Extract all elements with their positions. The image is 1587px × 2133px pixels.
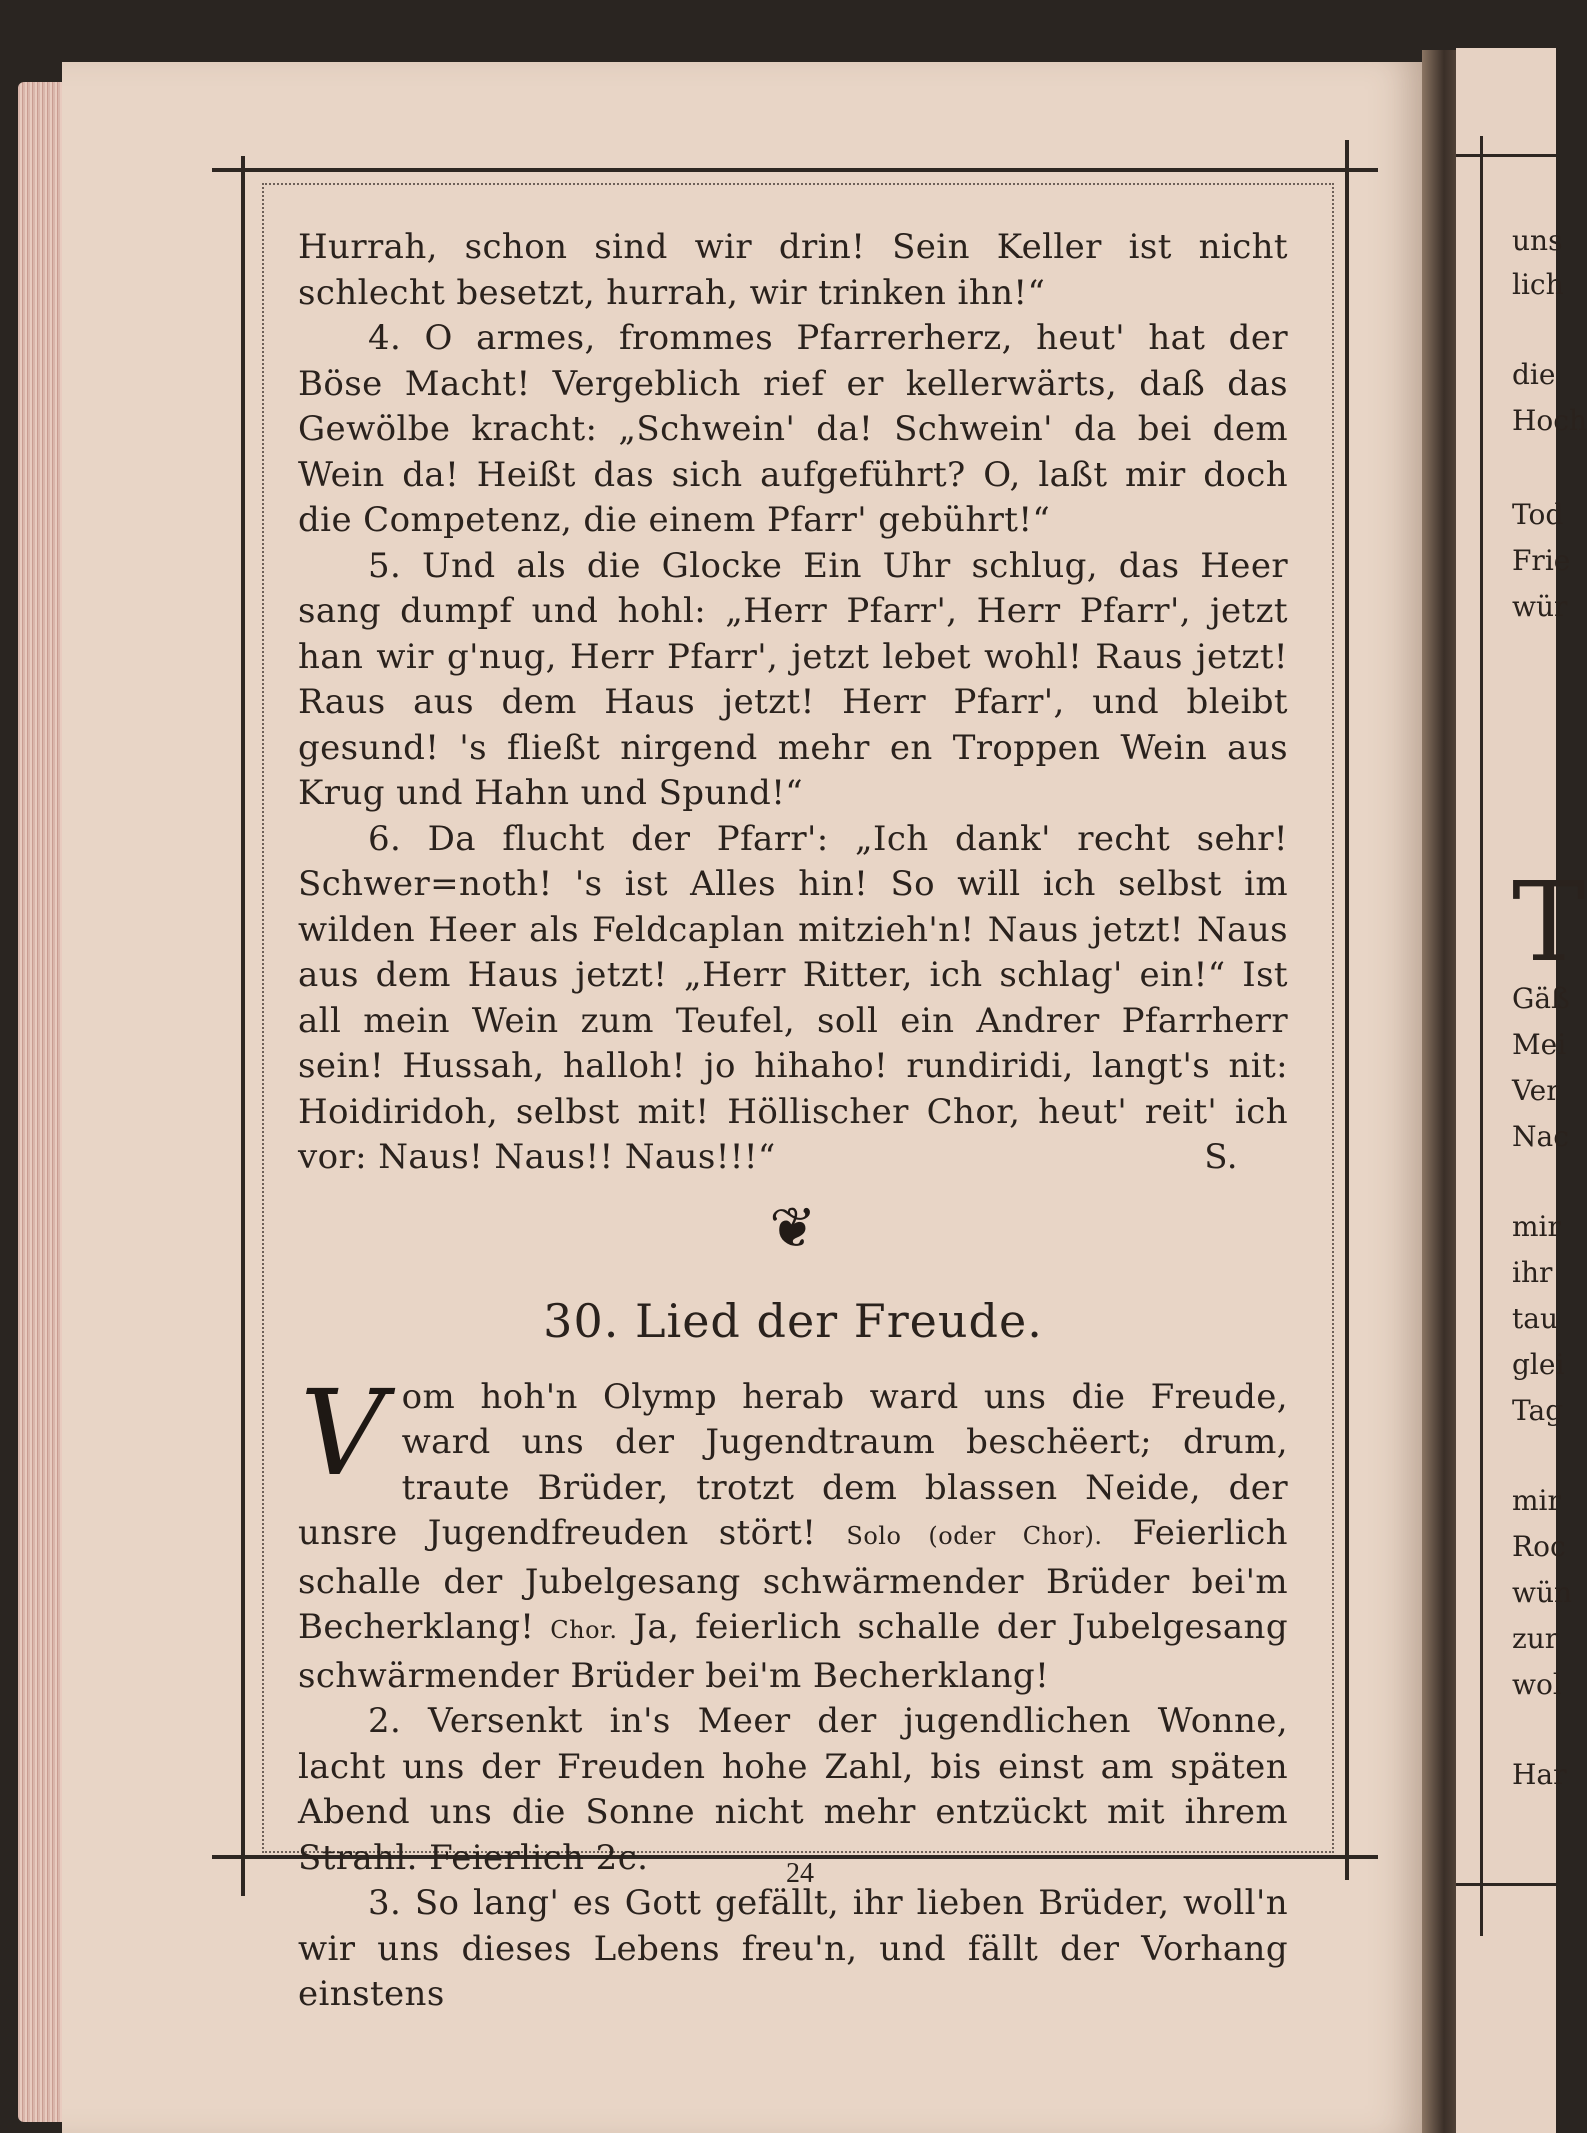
right-page-top-rule: [1456, 154, 1556, 157]
right-fragment: zur: [1512, 1622, 1559, 1655]
right-fragment: Tag: [1512, 1394, 1564, 1427]
right-fragment: Ver: [1512, 1074, 1560, 1107]
right-fragment: mir: [1512, 1210, 1561, 1243]
verse-6-text: 6. Da flucht der Pfarr': „Ich dank' recht sehr! Schwer=noth! 's ist Alles hin! So will ich selbst im wilden Heer als Feldcaplan mitzieh'n! Naus jetzt! Naus aus dem Haus jetzt! „Herr Ritter, ich schlag' ein!“ Ist all mein Wein zum Teufel, soll ein Andrer Pfarrherr sein! Hussah, halloh! jo hihaho! rundiridi, langt's nit: Hoidiridoh, selbst mit! Höllischer Chor, heut' reit' ich vor: Naus! Naus!! Naus!!!“: [298, 818, 1288, 1177]
song-verse-1: [298, 1363, 1288, 1700]
author-signature: S.: [1204, 1137, 1238, 1177]
right-page-bottom-rule: [1456, 1883, 1556, 1886]
song-verse-3: 3. So lang' es Gott gefällt, ihr lieben Brüder, woll'n wir uns dieses Lebens freu'n, und fällt der Vorhang einstens: [298, 1883, 1288, 2014]
right-fragment: wün: [1512, 1576, 1573, 1609]
song-verse-2: 2. Versenkt in's Meer der jugendlichen Wonne, lacht uns der Freuden hohe Zahl, bis einst am späten Abend uns die Sonne nicht mehr entzückt mit ihrem Strahl. Feierlich 2c.: [298, 1701, 1288, 1878]
right-fragment: lich: [1512, 268, 1564, 301]
right-page-left-rule: [1480, 136, 1483, 1936]
right-fragment: wol: [1512, 1668, 1562, 1701]
right-fragment: tau: [1512, 1302, 1558, 1335]
right-page-fragment: [1456, 48, 1587, 2133]
right-dropcap: T: [1512, 858, 1586, 986]
page-number: 24: [786, 1858, 814, 1889]
page-text: [298, 225, 1288, 2018]
right-rule: [1345, 140, 1349, 1880]
verse-5: 5. Und als die Glocke Ein Uhr schlug, das Heer sang dumpf und hohl: „Herr Pfarr', Herr Pfarr', jetzt han wir g'nug, Herr Pfarr', jetzt lebet wohl! Raus jetzt! Raus aus dem Haus jetzt! Herr Pfarr', und bleibt gesund! 's fließt nirgend mehr en Troppen Wein aus Krug und Hahn und Spund!“: [298, 545, 1288, 813]
top-rule-left-tick: [214, 170, 244, 172]
verse-6: [298, 817, 1288, 1181]
right-fragment: wür: [1512, 590, 1568, 623]
right-fragment: Tod: [1512, 498, 1564, 531]
verse-4: 4. O armes, frommes Pfarrerherz, heut' hat der Böse Macht! Vergeblich rief er kellerwärts, daß das Gewölbe kracht: „Schwein' da! Schwein' da bei dem Wein da! Heißt das sich aufgeführt? O, laßt mir doch die Competenz, die einem Pfarr' gebührt!“: [298, 318, 1288, 540]
right-fragment: glei: [1512, 1348, 1565, 1381]
right-fragment: Roc: [1512, 1530, 1566, 1563]
right-fragment: die: [1512, 358, 1556, 391]
right-fragment: Mei: [1512, 1028, 1567, 1061]
right-fragment: mir: [1512, 1484, 1561, 1517]
right-fragment: ihr: [1512, 1256, 1553, 1289]
solo-text: Feierlich schalle der Jubelgesang schwärmender Brüder bei'm Becherklang!: [298, 1513, 1288, 1647]
solo-label: Solo (oder Chor).: [846, 1522, 1103, 1550]
left-rule: [241, 156, 245, 1896]
right-fragment: Gäß: [1512, 982, 1570, 1015]
song-verse-1-text: om hoh'n Olymp herab ward uns die Freude, ward uns der Jugendtraum beschëert; drum, traute Brüder, trotzt dem blassen Neide, der unsre Jugendfreuden stört!: [298, 1376, 1288, 1553]
ornament-icon: ❦: [769, 1195, 817, 1261]
top-rule: [212, 168, 1378, 172]
dropcap-letter: V: [300, 1363, 386, 1502]
chor-text: Ja, feierlich schalle der Jubelgesang schwärmender Brüder bei'm Becherklang!: [298, 1607, 1288, 1696]
right-fragment: Har: [1512, 1758, 1567, 1791]
right-fragment: Frie: [1512, 544, 1571, 577]
right-fragment: Nac: [1512, 1120, 1569, 1153]
right-fragment: Hoch: [1512, 404, 1587, 437]
song-title: 30. Lied der Freude.: [543, 1293, 1043, 1348]
chor-label: Chor.: [550, 1616, 618, 1644]
right-fragment: uns: [1512, 224, 1563, 257]
verse-line: Hurrah, schon sind wir drin! Sein Keller ist nicht schlecht besetzt, hurrah, wir trinken ihn!“: [298, 227, 1288, 313]
